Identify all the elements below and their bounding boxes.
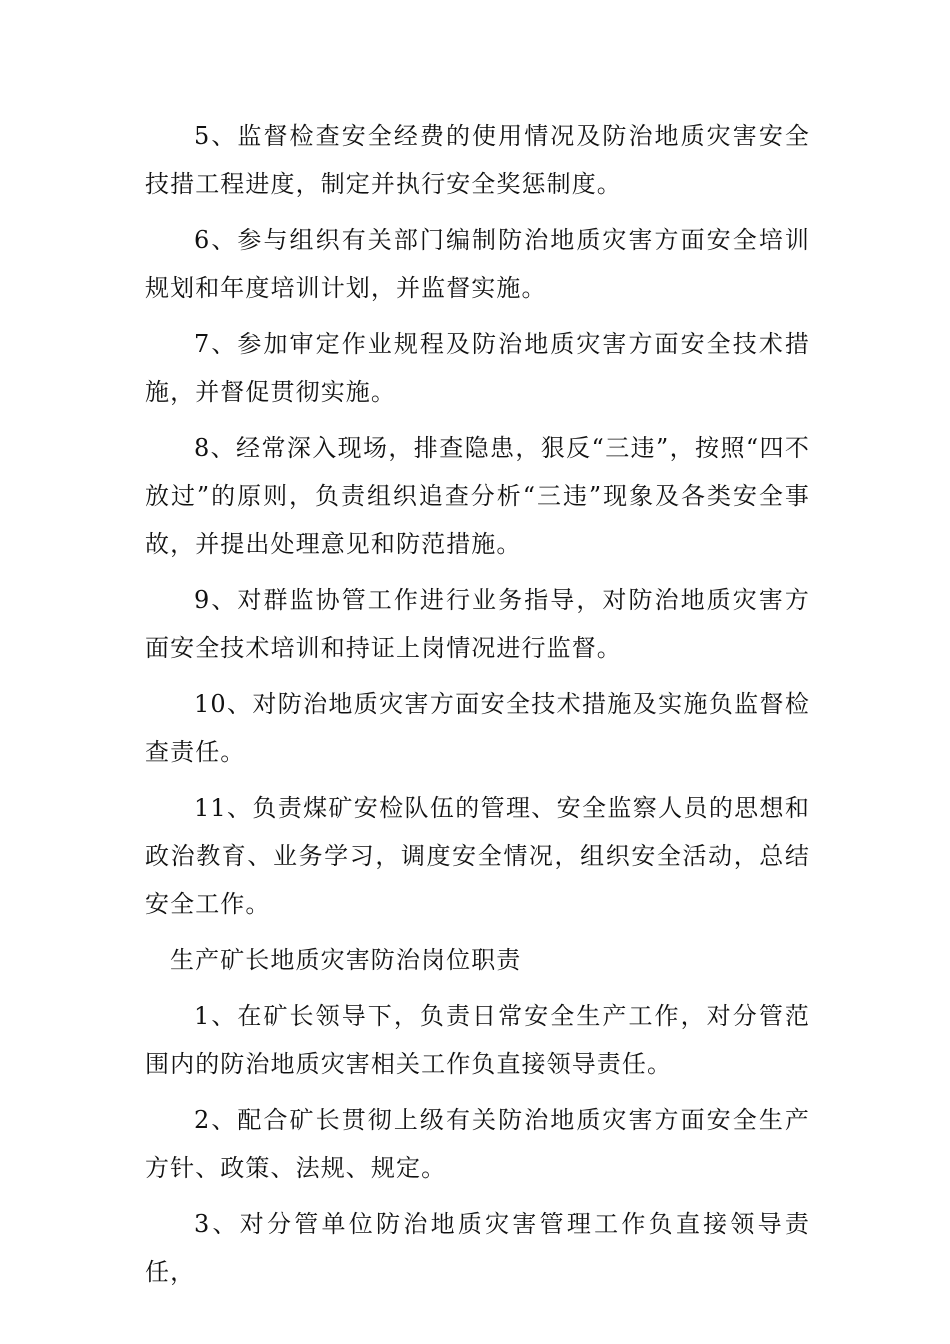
duty-item-3: 3、对分管单位防治地质灾害管理工作负直接领导责任， (145, 1210, 810, 1286)
paragraph-item-5: 5、监督检查安全经费的使用情况及防治地质灾害安全技措工程进度，制定并执行安全奖惩制度。 (145, 122, 810, 198)
duty-item-1: 1、在矿长领导下，负责日常安全生产工作，对分管范围内的防治地质灾害相关工作负直接领导责任。 (145, 1002, 810, 1078)
duty-item-2: 2、配合矿长贯彻上级有关防治地质灾害方面安全生产方针、政策、法规、规定。 (145, 1106, 810, 1182)
paragraph-item-9: 9、对群监协管工作进行业务指导，对防治地质灾害方面安全技术培训和持证上岗情况进行监督。 (145, 586, 810, 662)
paragraph-item-11: 11、负责煤矿安检队伍的管理、安全监察人员的思想和政治教育、业务学习，调度安全情况，组织安全活动，总结安全工作。 (145, 794, 810, 918)
paragraph-item-6: 6、参与组织有关部门编制防治地质灾害方面安全培训规划和年度培训计划，并监督实施。 (145, 226, 810, 302)
document-page (145, 112, 810, 1304)
paragraph-item-8: 8、经常深入现场，排查隐患，狠反“三违”，按照“四不放过”的原则，负责组织追查分析“三违”现象及各类安全事故，并提出处理意见和防范措施。 (145, 434, 810, 558)
paragraph-item-10: 10、对防治地质灾害方面安全技术措施及实施负监督检查责任。 (145, 690, 810, 766)
section-heading: 生产矿长地质灾害防治岗位职责 (170, 946, 522, 974)
paragraph-item-7: 7、参加审定作业规程及防治地质灾害方面安全技术措施，并督促贯彻实施。 (145, 330, 810, 406)
